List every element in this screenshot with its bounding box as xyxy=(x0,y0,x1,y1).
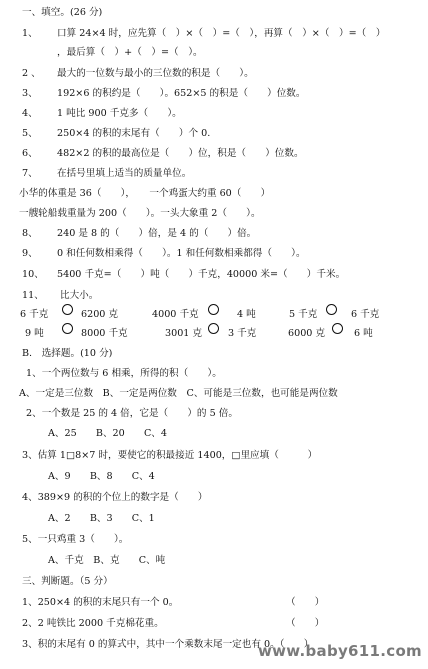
watermark: www.baby611.com xyxy=(257,642,422,660)
question-5-number: 5、 xyxy=(22,128,38,139)
question-2-number: 2 、 xyxy=(22,68,41,79)
question-2-text: 最大的一位数与最小的三位数的积是（ ）。 xyxy=(57,68,254,79)
compare-left: 6 千克 xyxy=(20,309,49,320)
compare-right: 8000 千克 xyxy=(81,328,128,339)
compare-left: 6000 克 xyxy=(288,328,326,339)
choice-question-2-options: A、25 B、20 C、4 xyxy=(48,428,167,439)
question-8-number: 8、 xyxy=(22,228,38,239)
compare-right: 6 千克 xyxy=(351,309,380,320)
question-7-text: 在括号里填上适当的质量单位。 xyxy=(57,168,192,179)
compare-circle[interactable] xyxy=(208,304,219,315)
question-9-text: 0 和任何数相乘得（ ）。1 和任何数相乘都得（ ）。 xyxy=(57,248,306,259)
choice-question-5: 5、一只鸡重 3（ ）。 xyxy=(22,534,129,545)
section2-title: B. 选择题。(10 分) xyxy=(22,348,113,359)
question-4-text: 1 吨比 900 千克多（ ）。 xyxy=(57,108,182,119)
question-10-number: 10、 xyxy=(22,269,44,280)
choice-question-1-options: A、一定是三位数 B、一定是两位数 C、可能是三位数，也可能是两位数 xyxy=(19,388,338,399)
question-9-number: 9、 xyxy=(22,248,38,259)
compare-right: 3 千克 xyxy=(228,328,257,339)
compare-right: 6 吨 xyxy=(354,328,373,339)
question-11-text: 比大小。 xyxy=(60,290,99,301)
question-7-line-b: 一艘轮船载重量为 200（ ）。一头大象重 2（ ）。 xyxy=(19,208,261,219)
question-6-number: 6、 xyxy=(22,148,38,159)
question-1-number: 1、 xyxy=(22,28,38,39)
question-8-text: 240 是 8 的（ ）倍，是 4 的（ ）倍。 xyxy=(57,228,257,239)
question-7-line-a: 小华的体重是 36（ ）， 一个鸡蛋大约重 60（ ） xyxy=(19,188,271,199)
question-10-text: 5400 千克=（ ）吨（ ）千克，40000 米=（ ）千米。 xyxy=(57,269,346,280)
choice-question-3-options: A、9 B、8 C、4 xyxy=(48,471,155,482)
question-1-continued: ，最后算（ ）+（ ）=（ ）。 xyxy=(57,47,203,58)
compare-left: 5 千克 xyxy=(289,309,318,320)
judge-question-3: 3、积的末尾有 0 的算式中，其中一个乘数末尾一定也有 0。（ ） xyxy=(22,639,314,650)
compare-circle[interactable] xyxy=(62,304,73,315)
compare-circle[interactable] xyxy=(62,323,73,334)
compare-left: 9 吨 xyxy=(25,328,44,339)
question-7-number: 7、 xyxy=(22,168,38,179)
compare-left: 3001 克 xyxy=(165,328,203,339)
judge-question-2: 2、2 吨铁比 2000 千克棉花重。 xyxy=(22,618,164,629)
question-4-number: 4、 xyxy=(22,108,38,119)
compare-right: 6200 克 xyxy=(81,309,119,320)
compare-left: 4000 千克 xyxy=(152,309,199,320)
section1-title: 一、填空。(26 分) xyxy=(22,7,103,18)
question-3-number: 3、 xyxy=(22,88,38,99)
choice-question-4: 4、389×9 的积的个位上的数字是（ ） xyxy=(22,492,208,503)
question-1-text: 口算 24×4 时，应先算（ ）×（ ）=（ ），再算（ ）×（ ）=（ ） xyxy=(57,28,386,39)
compare-circle[interactable] xyxy=(208,323,219,334)
choice-question-5-options: A、千克 B、克 C、吨 xyxy=(48,555,166,566)
compare-circle[interactable] xyxy=(326,304,337,315)
question-11-number: 11、 xyxy=(22,290,44,301)
compare-circle[interactable] xyxy=(332,323,343,334)
choice-question-3: 3、估算 1□8×7 时，要使它的积最接近 1400，□里应填（ ） xyxy=(22,450,318,461)
choice-question-1: 1、一个两位数与 6 相乘，所得的积（ ）。 xyxy=(26,368,222,379)
judge-question-1: 1、250×4 的积的末尾只有一个 0。 xyxy=(22,597,179,608)
judge-question-2-answer: （ ） xyxy=(286,618,325,629)
choice-question-4-options: A、2 B、3 C、1 xyxy=(48,513,155,524)
choice-question-2: 2、一个数是 25 的 4 倍，它是（ ）的 5 倍。 xyxy=(26,408,238,419)
question-3-text: 192×6 的积约是（ ）。652×5 的积是（ ）位数。 xyxy=(57,88,306,99)
section3-title: 三、判断题。（5 分） xyxy=(22,576,113,587)
judge-question-1-answer: （ ） xyxy=(286,597,325,608)
question-6-text: 482×2 的积的最高位是（ ）位，积是（ ）位数。 xyxy=(57,148,304,159)
question-5-text: 250×4 的积的末尾有（ ）个 0. xyxy=(57,128,211,139)
compare-right: 4 吨 xyxy=(237,309,256,320)
